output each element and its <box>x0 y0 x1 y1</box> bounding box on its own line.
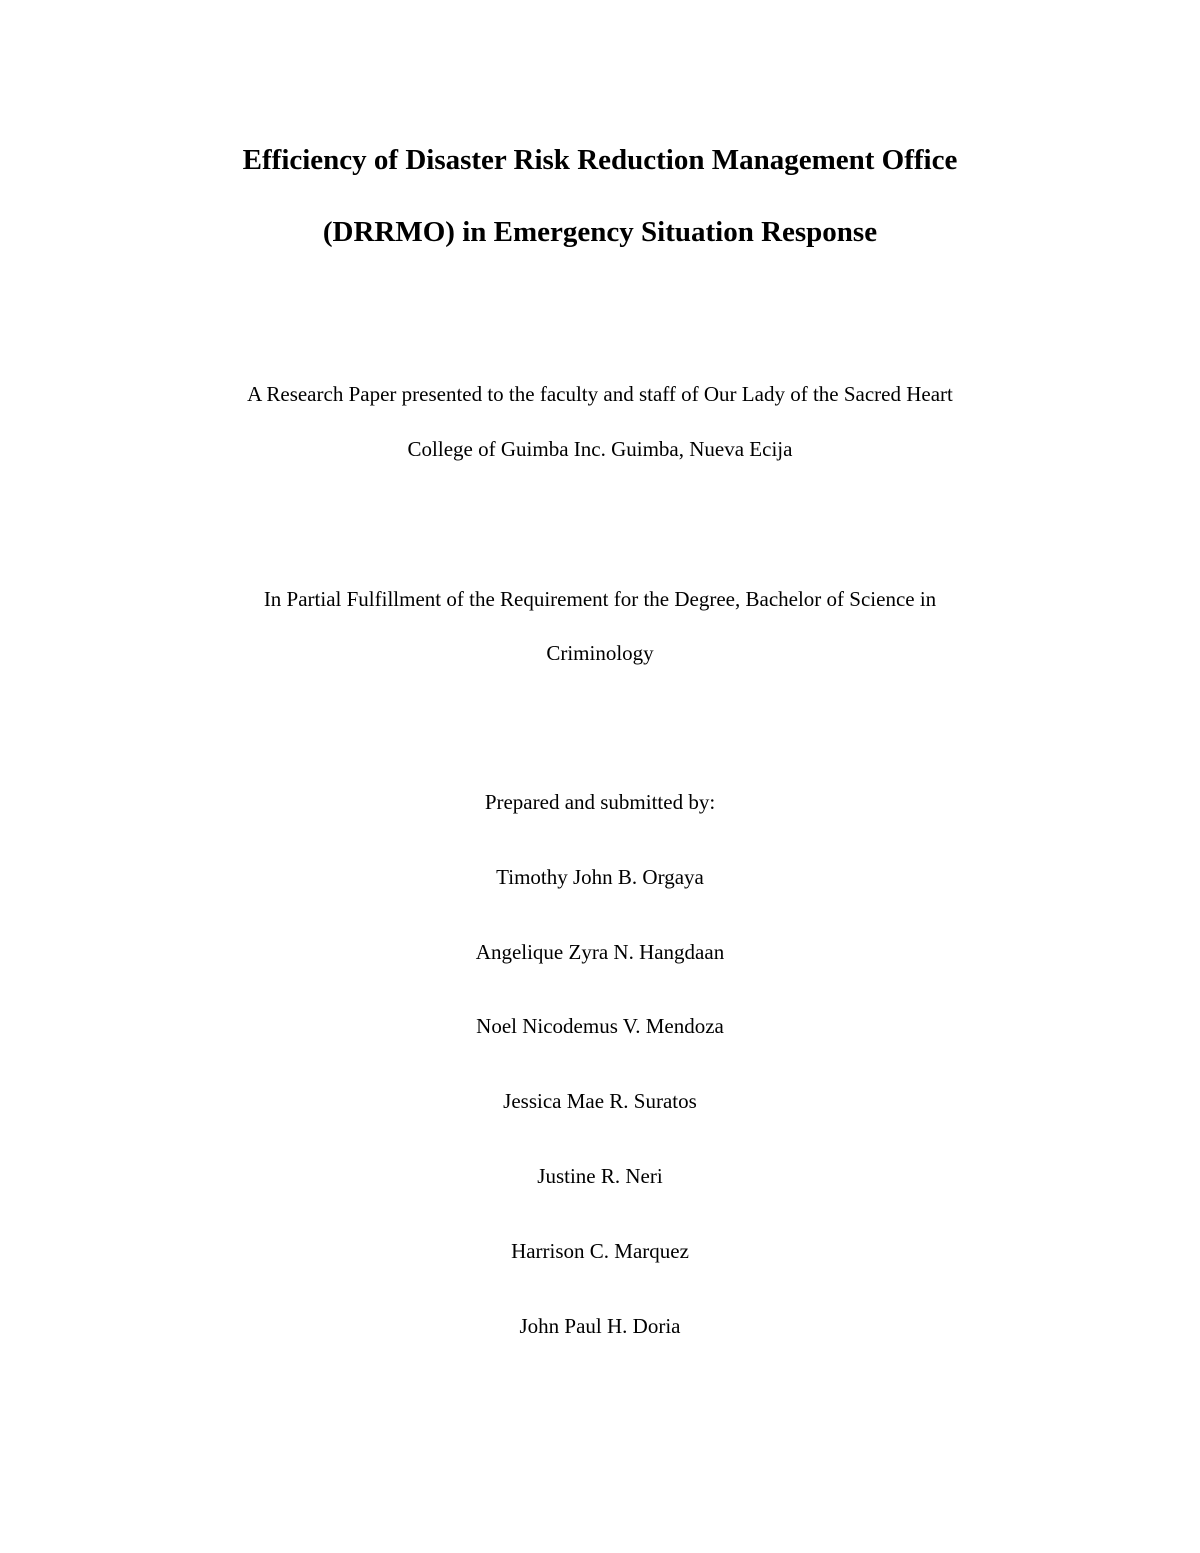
presentation-statement-line-2: College of Guimba Inc. Guimba, Nueva Ecija <box>407 437 793 461</box>
author-name: John Paul H. Doria <box>519 1314 681 1338</box>
author-name: Justine R. Neri <box>537 1164 663 1188</box>
author-name: Jessica Mae R. Suratos <box>503 1089 697 1113</box>
degree-requirement-line-1: In Partial Fulfillment of the Requirement for the Degree, Bachelor of Science in <box>263 587 937 611</box>
presentation-statement-line-1: A Research Paper presented to the faculty and staff of Our Lady of the Sacred Heart <box>247 382 953 406</box>
author-name: Harrison C. Marquez <box>511 1239 689 1263</box>
paper-title-line-2: (DRRMO) in Emergency Situation Response <box>322 216 878 248</box>
author-name: Noel Nicodemus V. Mendoza <box>476 1014 724 1038</box>
submitted-by-label: Prepared and submitted by: <box>484 790 716 814</box>
author-name: Timothy John B. Orgaya <box>496 865 704 889</box>
paper-title-line-1: Efficiency of Disaster Risk Reduction Management Office <box>242 144 958 176</box>
degree-requirement-line-2: Criminology <box>546 641 654 665</box>
author-name: Angelique Zyra N. Hangdaan <box>475 940 725 964</box>
